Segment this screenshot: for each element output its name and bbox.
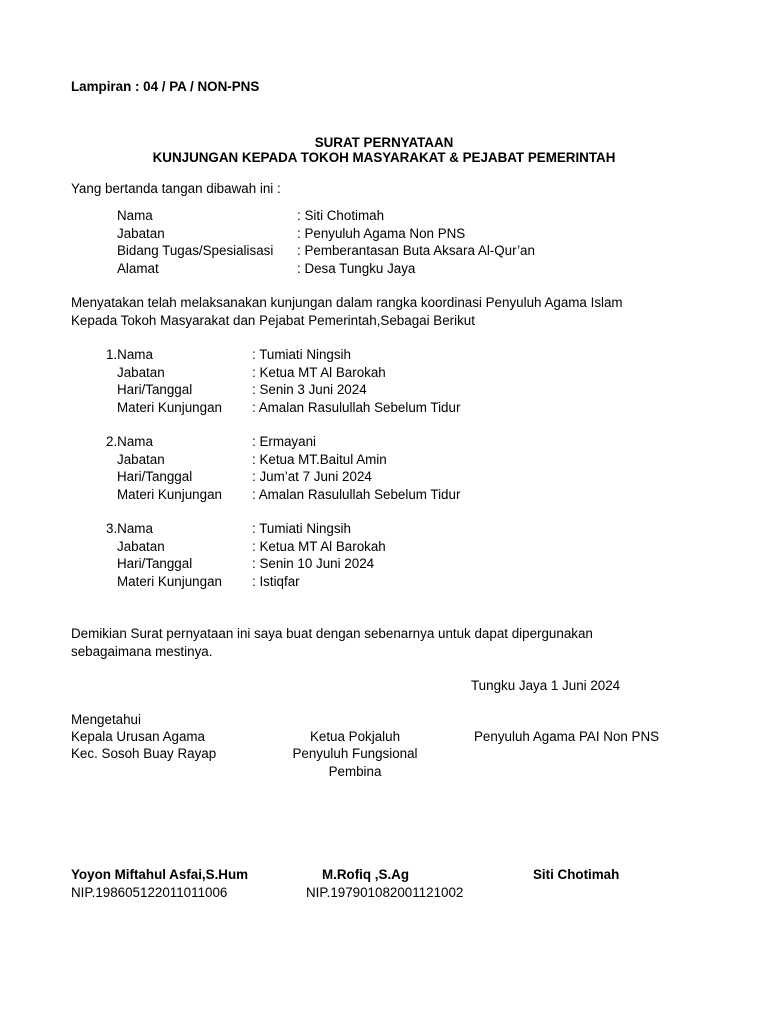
visit-value: : Tumiati Ningsih [252,521,351,536]
visit-label: Jabatan [117,539,165,554]
visit-label: Materi Kunjungan [117,487,222,502]
intro-text: Yang bertanda tangan dibawah ini : [71,181,281,196]
visit-value: : Jum’at 7 Juni 2024 [252,469,372,484]
statement-text: Kepada Tokoh Masyarakat dan Pejabat Pemerintah,Sebagai Berikut [71,313,475,328]
visit-label: Materi Kunjungan [117,400,222,415]
document-subtitle: KUNJUNGAN KEPADA TOKOH MASYARAKAT & PEJABAT PEMERINTAH [152,150,616,165]
attachment-number: Lampiran : 04 / PA / NON-PNS [71,79,260,94]
middle-signatory-role: Pembina [328,764,382,779]
identity-label: Alamat [117,261,159,276]
left-signatory-role: Kepala Urusan Agama [71,729,205,744]
right-signatory-name: Siti Chotimah [533,867,620,882]
middle-signatory-nip: NIP.197901082001121002 [306,885,464,900]
visit-value: : Ketua MT.Baitul Amin [252,452,387,467]
visit-label: 3.Nama [106,521,153,536]
visit-value: : Tumiati Ningsih [252,347,351,362]
visit-value: : Ketua MT Al Barokah [252,365,386,380]
visit-label: Jabatan [117,365,165,380]
identity-value: : Pemberantasan Buta Aksara Al-Qur’an [297,243,535,258]
closing-text: Demikian Surat pernyataan ini saya buat dengan sebenarnya untuk dapat dipergunakan [71,626,593,641]
statement-text: Menyatakan telah melaksanakan kunjungan dalam rangka koordinasi Penyuluh Agama Islam [71,295,623,310]
right-signatory-role: Penyuluh Agama PAI Non PNS [474,729,660,744]
visit-value: : Amalan Rasulullah Sebelum Tidur [252,400,461,415]
document-title: SURAT PERNYATAAN [314,135,454,150]
visit-value: : Senin 10 Juni 2024 [252,556,375,571]
visit-label: Hari/Tanggal [117,382,193,397]
visit-label: Hari/Tanggal [117,556,193,571]
place-date: Tungku Jaya 1 Juni 2024 [471,678,621,693]
identity-label: Bidang Tugas/Spesialisasi [117,243,274,258]
middle-signatory-role: Ketua Pokjaluh [309,729,401,744]
visit-label: Materi Kunjungan [117,574,222,589]
visit-value: : Istiqfar [252,574,300,589]
identity-value: : Siti Chotimah [297,208,385,223]
identity-label: Nama [117,208,153,223]
middle-signatory-name: M.Rofiq ,S.Ag [322,867,410,882]
visit-label: Hari/Tanggal [117,469,193,484]
left-signatory-nip: NIP.198605122011011006 [71,885,228,900]
left-signatory-name: Yoyon Miftahul Asfai,S.Hum [71,867,249,882]
visit-label: Jabatan [117,452,165,467]
identity-value: : Penyuluh Agama Non PNS [297,226,466,241]
visit-value: : Ketua MT Al Barokah [252,539,386,554]
visit-label: 1.Nama [106,347,153,362]
closing-text: sebagaimana mestinya. [71,644,213,659]
visit-value: : Amalan Rasulullah Sebelum Tidur [252,487,461,502]
visit-value: : Senin 3 Juni 2024 [252,382,367,397]
identity-value: : Desa Tungku Jaya [297,261,416,276]
visit-value: : Ermayani [252,434,316,449]
identity-label: Jabatan [117,226,165,241]
acknowledged-label: Mengetahui [71,712,141,727]
left-signatory-role: Kec. Sosoh Buay Rayap [71,746,217,761]
visit-label: 2.Nama [106,434,153,449]
middle-signatory-role: Penyuluh Fungsional [292,746,418,761]
